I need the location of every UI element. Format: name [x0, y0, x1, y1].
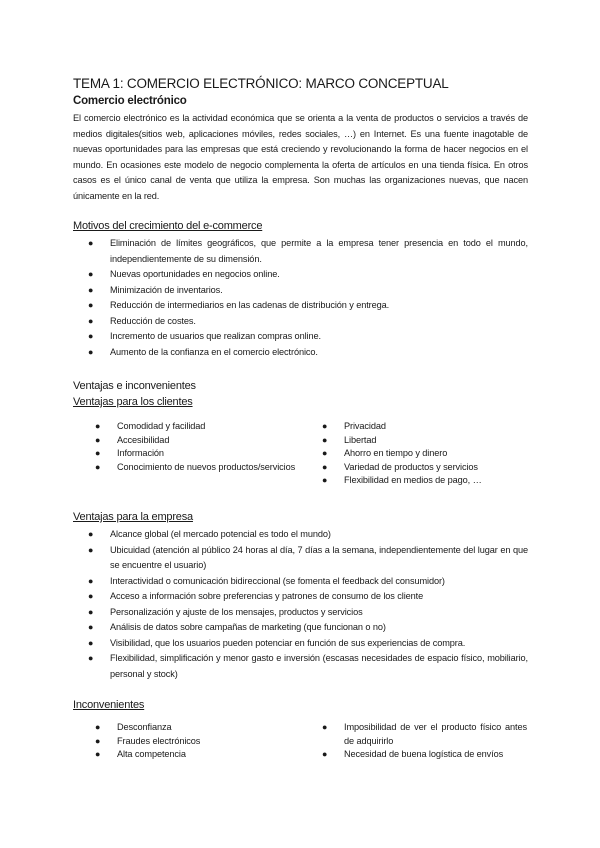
- list-item: ● Fraudes electrónicos: [95, 735, 295, 749]
- bullet-icon: ●: [88, 269, 94, 279]
- bullet-icon: ●: [88, 529, 94, 539]
- bullet-icon: ●: [95, 434, 101, 445]
- empresa-heading: Ventajas para la empresa: [73, 511, 193, 523]
- bullet-icon: ●: [88, 300, 94, 310]
- inconvenientes-list-left: [95, 721, 295, 762]
- list-item: ● Interactividad o comunicación bidireccional (se fomenta el feedback del consumidor): [88, 574, 528, 590]
- clientes-list-left: [95, 420, 310, 474]
- bullet-icon: ●: [88, 331, 94, 341]
- list-item: ● Desconfianza: [95, 721, 295, 735]
- empresa-list: [88, 527, 528, 682]
- bullet-icon: ●: [322, 448, 328, 458]
- list-item: ● Alta competencia: [95, 748, 295, 762]
- bullet-icon: ●: [95, 722, 101, 732]
- bullet-icon: ●: [322, 421, 328, 431]
- bullet-icon: ●: [88, 315, 94, 326]
- bullet-icon: ●: [322, 749, 328, 759]
- list-item: ● Personalización y ajuste de los mensajes, productos y servicios: [88, 605, 528, 621]
- bullet-icon: ●: [88, 544, 94, 555]
- bullet-icon: ●: [88, 346, 94, 357]
- list-item: ● Variedad de productos y servicios: [322, 461, 532, 475]
- bullet-icon: ●: [322, 722, 328, 732]
- bullet-icon: ●: [88, 591, 94, 601]
- motivos-list: [88, 236, 528, 360]
- bullet-icon: ●: [95, 749, 101, 759]
- clientes-list-right: [322, 420, 532, 488]
- list-item: ● Imposibilidad de ver el producto físico antes de adquirirlo: [322, 722, 527, 746]
- bullet-icon: ●: [95, 461, 101, 472]
- bullet-icon: ●: [95, 421, 101, 431]
- list-item: ● Análisis de datos sobre campañas de marketing (que funcionan o no): [88, 620, 528, 636]
- list-item: ● Visibilidad, que los usuarios pueden potenciar en función de sus experiencias de compra.: [88, 636, 528, 652]
- bullet-icon: ●: [95, 735, 101, 746]
- list-item: ● Nuevas oportunidades en negocios online.: [88, 267, 528, 283]
- list-item: ● Eliminación de límites geográficos, que permite a la empresa tener presencia en todo el mundo, independientemente de su dimensión.: [88, 238, 528, 264]
- list-item: ● Minimización de inventarios.: [88, 283, 528, 299]
- intro-paragraph: El comercio electrónico es la actividad económica que se orienta a la venta de productos o servicios a través de medios digitales(sitios web, aplicaciones móviles, redes sociales, …) en Internet. Es una fuente inagotable de nuevas oportunidades para las empresas que está creciendo y revolucionando la forma de hacer negocios en el mundo. En ocasiones este modelo de negocio complementa la oferta de artículos en una tienda física. En otros casos es el único canal de venta que utiliza la empresa. Son muchas las organizaciones nuevas, que nacen únicamente en la red.: [73, 113, 528, 201]
- bullet-icon: ●: [88, 637, 94, 648]
- bullet-icon: ●: [88, 622, 94, 632]
- inconvenientes-list-right: [322, 721, 527, 762]
- bullet-icon: ●: [88, 238, 94, 248]
- list-item: ● Aumento de la confianza en el comercio electrónico.: [88, 345, 528, 361]
- list-item: ● Accesibilidad: [95, 434, 310, 448]
- list-item: ● Flexibilidad en medios de pago, …: [322, 474, 532, 488]
- list-item: ● Ubicuidad (atención al público 24 horas al día, 7 días a la semana, independientemente del lugar en que se encuentre el usuario): [88, 544, 528, 570]
- bullet-icon: ●: [88, 606, 94, 617]
- clientes-heading: Ventajas para los clientes: [73, 396, 193, 408]
- list-item: ● Acceso a información sobre preferencias y patrones de consumo de los cliente: [88, 589, 528, 605]
- ventajas-heading: Ventajas e inconvenientes: [73, 380, 196, 392]
- list-item: ● Incremento de usuarios que realizan compras online.: [88, 329, 528, 345]
- bullet-icon: ●: [88, 575, 94, 586]
- inconvenientes-heading: Inconvenientes: [73, 699, 145, 711]
- list-item: ● Comodidad y facilidad: [95, 420, 310, 434]
- page-title: TEMA 1: COMERCIO ELECTRÓNICO: MARCO CONCEPTUAL: [73, 76, 449, 91]
- motivos-heading: Motivos del crecimiento del e-commerce: [73, 220, 263, 232]
- list-item: ● Flexibilidad, simplificación y menor gasto e inversión (escasas necesidades de espacio físico, mobiliario, personal y stock): [88, 653, 528, 679]
- list-item: ● Necesidad de buena logística de envíos: [322, 748, 527, 762]
- list-item: ● Ahorro en tiempo y dinero: [322, 447, 532, 461]
- bullet-icon: ●: [322, 461, 328, 472]
- list-item: ● Información: [95, 447, 310, 461]
- list-item: ● Reducción de intermediarios en las cadenas de distribución y entrega.: [88, 298, 528, 314]
- bullet-icon: ●: [88, 653, 94, 663]
- list-item: ● Libertad: [322, 434, 532, 448]
- section-title-comercio: Comercio electrónico: [73, 95, 187, 107]
- bullet-icon: ●: [95, 448, 101, 458]
- bullet-icon: ●: [322, 475, 328, 485]
- list-item: ● Privacidad: [322, 420, 532, 434]
- bullet-icon: ●: [322, 434, 328, 445]
- list-item: ● Reducción de costes.: [88, 314, 528, 330]
- list-item: ● Alcance global (el mercado potencial es todo el mundo): [88, 527, 528, 543]
- list-item: ● Conocimiento de nuevos productos/servicios: [95, 461, 310, 475]
- bullet-icon: ●: [88, 284, 94, 295]
